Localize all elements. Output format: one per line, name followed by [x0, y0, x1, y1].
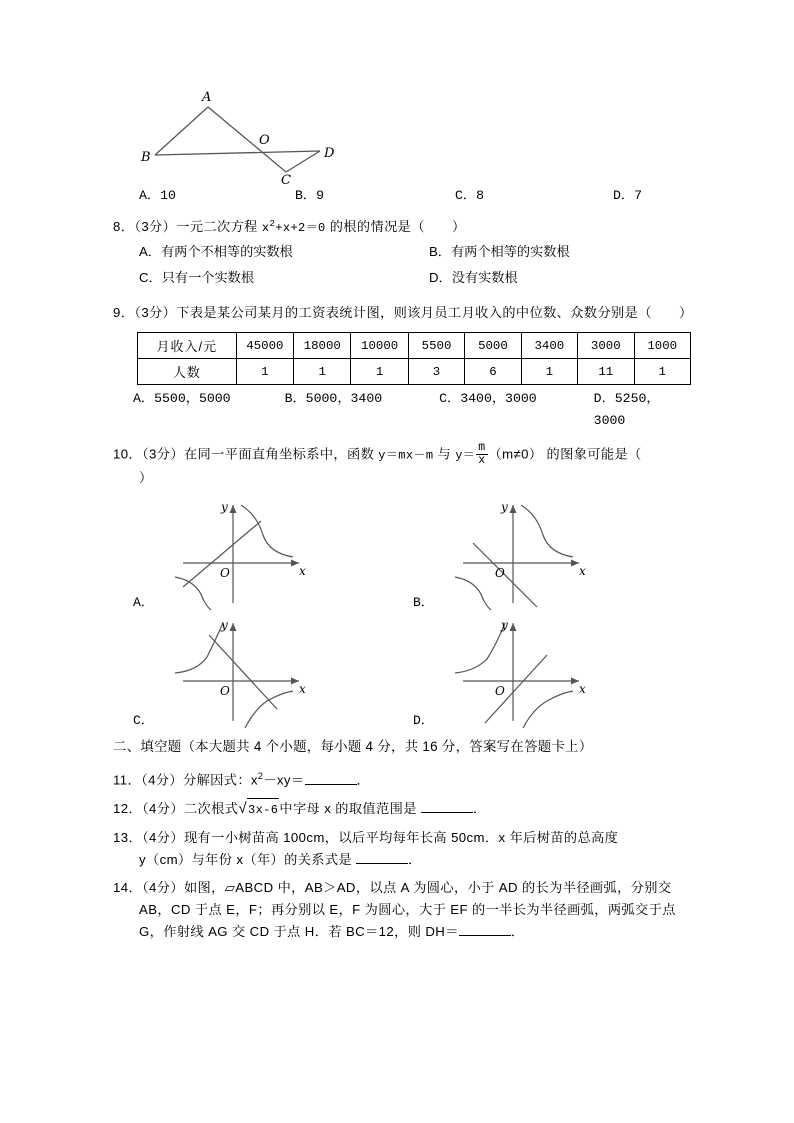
q7-options-row	[113, 185, 691, 207]
income-cell-4: 5000	[465, 333, 521, 359]
q7-option-a[interactable]: A．10	[139, 188, 176, 203]
figure-q7-svg	[113, 85, 393, 185]
q10-stem-close: ）	[139, 470, 153, 486]
q10-option-c-graph	[171, 613, 321, 728]
q14-text-line3-pre: G，作射线 AG 交 CD 于点 H．若 BC＝12，则 DH＝	[139, 923, 459, 939]
q14-text-line1-pre: 如图，	[183, 879, 225, 895]
q11-superscript: 2	[257, 771, 264, 782]
q8-options-row-1	[113, 239, 691, 265]
origin-label: O	[495, 684, 505, 699]
q14-answer-blank[interactable]	[459, 922, 511, 936]
segment-BD	[155, 151, 320, 155]
table-row-income	[138, 333, 691, 359]
q9-options-row	[113, 388, 691, 432]
q10-stem-post: 的图象可能是（	[542, 446, 642, 462]
question-10-stem	[113, 443, 691, 467]
q8-option-d[interactable]: D．没有实数根	[429, 270, 518, 285]
hyperbola-branch-q4	[523, 691, 573, 728]
origin-label: O	[495, 566, 505, 581]
row-header-count: 人数	[138, 359, 237, 385]
q10-option-c-label: C．	[133, 713, 154, 729]
q10-number: 10．	[113, 446, 143, 462]
q9-score: （3分）	[134, 305, 177, 320]
q10-fraction-m-over-x: $\frac{m}{x}$	[478, 441, 486, 467]
y-axis-label: y	[221, 500, 228, 515]
section-2-heading: 二、填空题（本大题共 4 个小题，每小题 4 分，共 16 分，答案写在答题卡上）	[113, 739, 593, 755]
label-A: A	[202, 90, 212, 105]
q11-text-pre: 分解因式：x	[182, 772, 258, 788]
count-cell-7: 1	[634, 359, 691, 385]
question-11	[113, 765, 691, 791]
question-14-line-2: AB，CD 于点 E，F；再分别以 E，F 为圆心，大于 EF 的一半长为半径画弧，两弧交于点	[139, 901, 676, 917]
y-axis-arrow	[510, 505, 517, 513]
q8-stem-pre: 一元二次方程	[176, 219, 262, 234]
q12-text-post: ．	[472, 800, 487, 816]
q8-score: （3分）	[134, 219, 177, 234]
origin-label: O	[220, 684, 230, 699]
q10-option-c[interactable]	[133, 613, 423, 728]
q9-option-b[interactable]: B．5000，3400	[284, 391, 383, 406]
income-cell-2: 10000	[351, 333, 408, 359]
hyperbola-branch-q3	[175, 577, 211, 610]
q9-salary-table	[137, 332, 691, 385]
y-axis-arrow	[230, 505, 237, 513]
income-cell-6: 3000	[578, 333, 634, 359]
count-cell-0: 1	[236, 359, 293, 385]
segment-CD	[286, 151, 320, 172]
question-13-line-2	[113, 849, 691, 871]
table-row-count	[138, 359, 691, 385]
count-cell-5: 1	[521, 359, 577, 385]
q8-option-a[interactable]: A．有两个不相等的实数根	[139, 244, 293, 259]
q13-text-line1: 现有一小树苗高 100cm，以后平均每年长高 50cm．x 年后树苗的总高度	[183, 829, 619, 845]
row-header-income: 月收入/元	[138, 333, 237, 359]
q10-function-1: y＝mx－m	[378, 448, 434, 463]
q8-options-row-2	[113, 265, 691, 291]
q13-text-line2-pre: y（cm）与年份 x（年）的关系式是	[139, 851, 357, 867]
q9-stem: 下表是某公司某月的工资表统计图，则该月员工月收入的中位数、众数分别是（ ）	[176, 305, 693, 320]
q10-option-a-graph	[171, 495, 321, 610]
q12-square-root	[238, 798, 279, 821]
q14-text-line1-post: ABCD 中，AB＞AD，以点 A 为圆心，小于 AD 的长为半径画弧，分别交	[235, 879, 672, 895]
q12-score: （4分）	[142, 800, 184, 816]
question-14-line-3	[113, 921, 691, 943]
q9-option-a[interactable]: A．5500，5000	[133, 391, 231, 406]
question-14-line-1	[113, 877, 691, 899]
q12-number: 12．	[113, 800, 143, 816]
q10-graph-options	[113, 495, 691, 735]
count-cell-6: 11	[578, 359, 634, 385]
label-D: D	[324, 146, 335, 161]
question-12	[113, 798, 691, 821]
q10-function-2-lead: y＝	[455, 448, 476, 463]
question-13-line-1	[113, 827, 691, 849]
q9-number: 9．	[113, 305, 135, 320]
income-cell-7: 1000	[634, 333, 691, 359]
page-content	[113, 85, 691, 943]
q7-option-b[interactable]: B．9	[295, 188, 325, 203]
q10-option-d[interactable]	[413, 613, 703, 728]
x-axis-arrow	[291, 678, 299, 685]
q8-option-b[interactable]: B．有两个相等的实数根	[429, 244, 570, 259]
count-cell-1: 1	[294, 359, 351, 385]
q8-number: 8．	[113, 219, 135, 234]
q10-option-d-graph	[451, 613, 601, 728]
q14-score: （4分）	[142, 879, 184, 895]
q11-text-post: ．	[356, 772, 371, 788]
segment-AC	[208, 107, 286, 172]
hyperbola-branch-q2	[455, 623, 505, 673]
x-axis-arrow	[291, 560, 299, 567]
q14-number: 14．	[113, 879, 143, 895]
y-axis-label: y	[501, 618, 508, 633]
q9-option-c[interactable]: C．3400，3000	[439, 391, 537, 406]
x-axis-label: x	[579, 682, 586, 697]
x-axis-arrow	[571, 560, 579, 567]
q12-text-mid: 中字母 x 的取值范围是	[279, 800, 421, 816]
q7-option-c[interactable]: C．8	[455, 188, 485, 203]
q10-stem-mid: 与	[433, 446, 456, 462]
count-cell-4: 6	[465, 359, 521, 385]
x-axis-label: x	[579, 564, 586, 579]
q10-option-b[interactable]	[413, 495, 703, 610]
q11-score: （4分）	[141, 772, 183, 788]
x-axis-label: x	[299, 682, 306, 697]
income-cell-0: 45000	[236, 333, 293, 359]
origin-label: O	[220, 566, 230, 581]
q13-answer-blank[interactable]	[356, 850, 408, 864]
question-8-stem	[113, 213, 691, 239]
hyperbola-branch-q1	[521, 505, 573, 557]
q14-text-line3-post: ．	[510, 923, 525, 939]
q13-score: （4分）	[142, 829, 184, 845]
q11-answer-blank[interactable]	[305, 771, 357, 785]
segment-BA	[155, 107, 208, 155]
income-cell-5: 3400	[521, 333, 577, 359]
label-C: C	[281, 173, 291, 185]
hyperbola-branch-q3	[455, 577, 491, 610]
x-axis-arrow	[571, 678, 579, 685]
y-axis-arrow	[510, 623, 517, 631]
y-axis-label: y	[501, 500, 508, 515]
q10-option-a[interactable]	[133, 495, 423, 610]
q8-stem-post: 的根的情况是（ ）	[325, 219, 466, 234]
q10-stem-condition: （m≠0）	[488, 446, 543, 462]
radical-sign: √	[238, 799, 247, 817]
hyperbola-branch-q4	[245, 691, 293, 728]
label-O: O	[259, 133, 270, 148]
q12-answer-blank[interactable]	[421, 799, 473, 813]
q12-radicand: 3x-6	[247, 798, 279, 821]
figure-q7-triangle	[113, 85, 691, 185]
income-cell-1: 18000	[294, 333, 351, 359]
parallelogram-icon: ▱	[224, 879, 236, 895]
q10-score: （3分）	[142, 446, 184, 462]
q10-option-d-label: D．	[413, 713, 434, 729]
q11-number: 11．	[113, 772, 142, 788]
q10-option-a-label: A．	[133, 595, 154, 611]
question-9-stem	[113, 302, 691, 324]
count-cell-2: 1	[351, 359, 408, 385]
q12-text-pre: 二次根式	[183, 800, 239, 816]
y-axis-label: y	[221, 618, 228, 633]
q13-text-line2-post: ．	[408, 851, 422, 867]
label-B: B	[141, 150, 151, 165]
y-axis-arrow	[230, 623, 237, 631]
q7-option-d[interactable]: D．7	[613, 188, 643, 203]
x-axis-label: x	[299, 564, 306, 579]
count-cell-3: 3	[408, 359, 464, 385]
income-cell-3: 5500	[408, 333, 464, 359]
q11-text-mid: －xy＝	[263, 772, 305, 788]
q10-option-b-graph	[451, 495, 601, 610]
q13-number: 13．	[113, 829, 143, 845]
q8-expression: $x^2+x+2=0$	[261, 219, 326, 235]
q8-option-c[interactable]: C．只有一个实数根	[139, 270, 255, 285]
q10-option-b-label: B．	[413, 595, 434, 611]
q10-stem-pre: 在同一平面直角坐标系中，函数	[183, 446, 379, 462]
q9-option-d[interactable]: D．5250，3000	[593, 391, 660, 428]
hyperbola-branch-q2	[175, 623, 223, 673]
